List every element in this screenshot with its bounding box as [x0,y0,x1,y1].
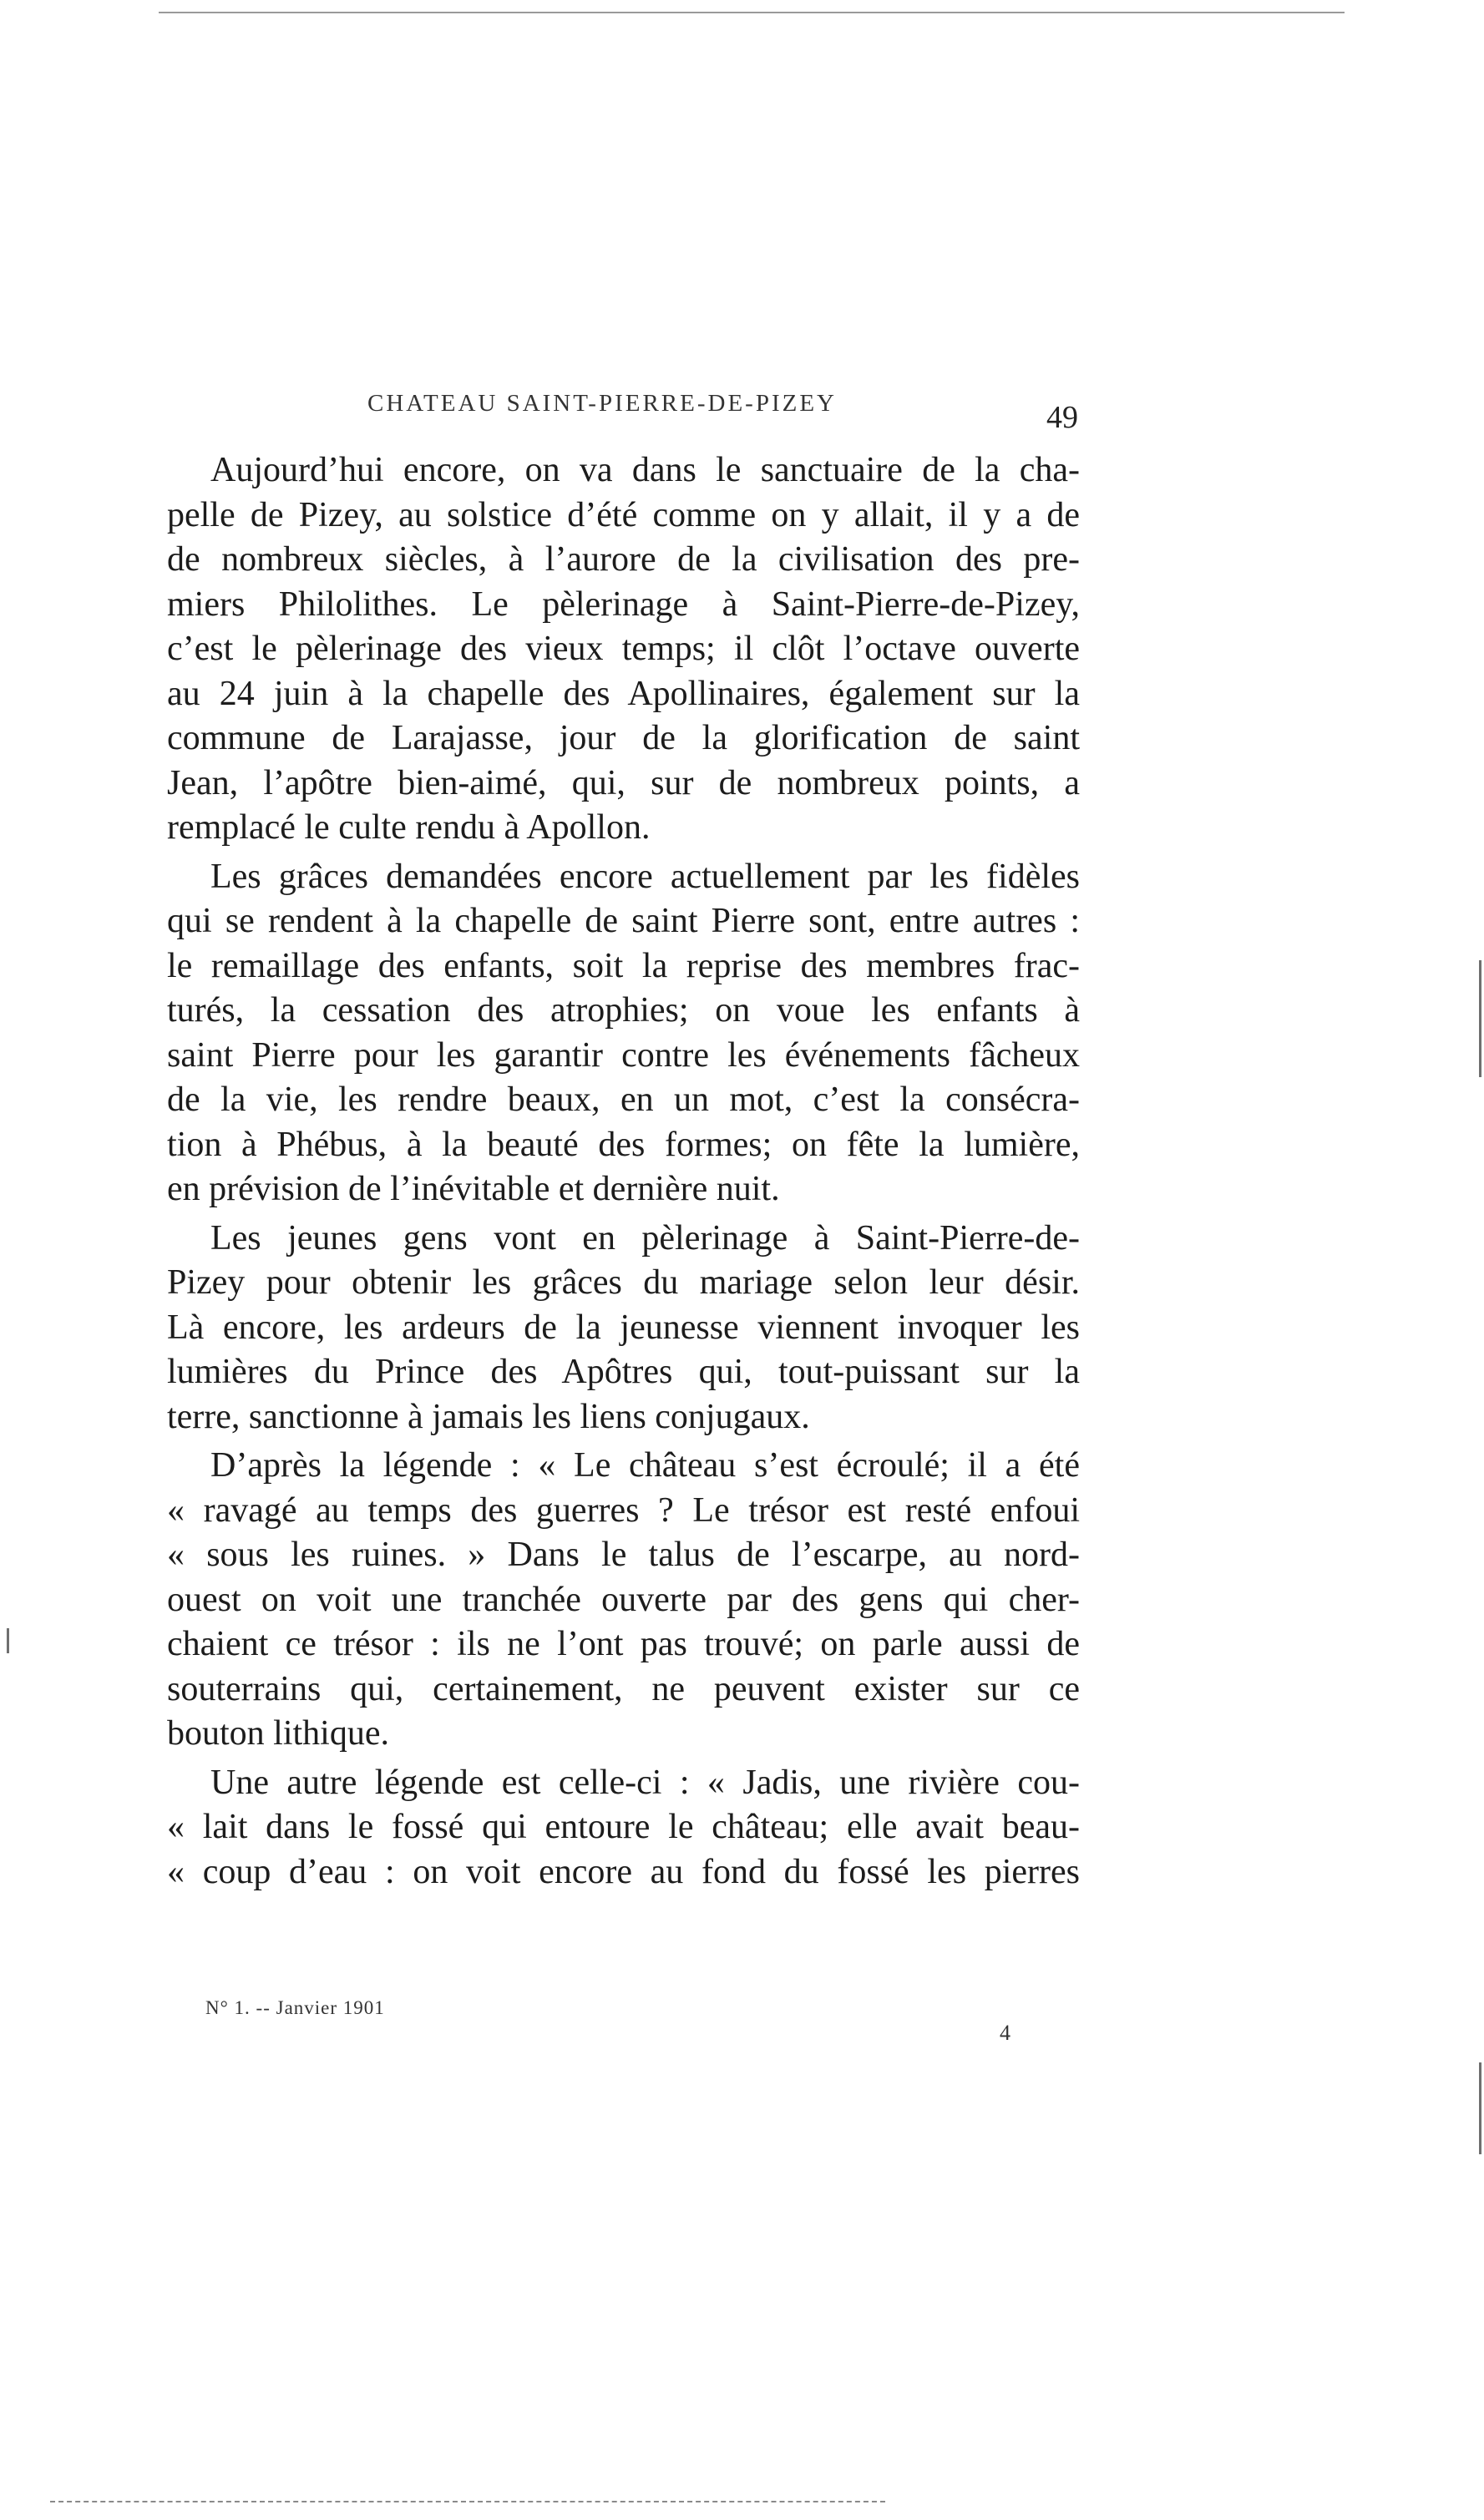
text-line: « sous les ruines. » Dans le talus de l’escarpe, au nord- [167,1536,1080,1574]
text-line: qui se rendent à la chapelle de saint Pierre sont, entre autres : [167,902,1080,940]
paragraph [167,855,1080,1212]
text-line: Les jeunes gens vont en pèlerinage à Saint-Pierre-de- [210,1218,1080,1257]
text-line: commune de Larajasse, jour de la glorification de saint [167,719,1080,757]
text-line: saint Pierre pour les garantir contre les événements fâcheux [167,1035,1080,1075]
text-line: D’après la légende : « Le château s’est écroulé; il a été [210,1446,1080,1485]
paragraph [167,1444,1080,1757]
text-line: « coup d’eau : on voit encore au fond du fossé les pierres [167,1852,1080,1891]
running-title: CHATEAU SAINT-PIERRE-DE-PIZEY [367,390,837,417]
text-line: miers Philolithes. Le pèlerinage à Saint-Pierre-de-Pizey, [167,584,1080,624]
paragraph [167,1217,1080,1440]
signature-mark: 4 [1000,2021,1010,2045]
scan-top-rule [159,12,1345,13]
text-line: souterrains qui, certainement, ne peuvent exister sur ce [167,1669,1080,1708]
scan-edge-mark [1479,960,1481,1077]
text-line: terre, sanctionne à jamais les liens conjugaux. [167,1397,810,1436]
scan-bottom-rule [50,2501,885,2502]
text-line: lumières du Prince des Apôtres qui, tout-puissant sur la [167,1353,1080,1391]
body-text [167,448,1080,1899]
text-line: Là encore, les ardeurs de la jeunesse viennent invoquer les [167,1308,1080,1347]
text-line: Jean, l’apôtre bien-aimé, qui, sur de nombreux points, a [167,763,1080,802]
page-number: 49 [1046,400,1078,435]
text-line: le remaillage des enfants, soit la reprise des membres frac- [167,946,1080,985]
paragraph [167,448,1080,851]
text-line: bouton lithique. [167,1714,389,1753]
scan-edge-mark [1479,2062,1481,2154]
text-line: pelle de Pizey, au solstice d’été comme on y allait, il y a de [167,495,1080,534]
text-line: en prévision de l’inévitable et dernière nuit. [167,1170,780,1208]
text-line: remplacé le culte rendu à Apollon. [167,808,651,847]
text-line: turés, la cessation des atrophies; on voue les enfants à [167,991,1080,1030]
text-line: Une autre légende est celle-ci : « Jadis, une rivière cou- [210,1763,1080,1802]
text-line: c’est le pèlerinage des vieux temps; il clôt l’octave ouverte [167,630,1080,668]
issue-footer: N° 1. -- Janvier 1901 [205,1997,385,2018]
text-line: ouest on voit une tranchée ouverte par des gens qui cher- [167,1580,1080,1619]
text-line: Aujourd’hui encore, on va dans le sanctuaire de la cha- [210,451,1080,489]
text-line: Les grâces demandées encore actuellement par les fidèles [210,857,1080,896]
text-line: chaient ce trésor : ils ne l’ont pas trouvé; on parle aussi de [167,1625,1080,1663]
text-line: tion à Phébus, à la beauté des formes; on fête la lumière, [167,1125,1080,1164]
text-line: Pizey pour obtenir les grâces du mariage selon leur désir. [167,1263,1080,1302]
text-line: de nombreux siècles, à l’aurore de la civilisation des pre- [167,540,1080,579]
text-line: « lait dans le fossé qui entoure le château; elle avait beau- [167,1808,1080,1846]
text-line: de la vie, les rendre beaux, en un mot, c’est la consécra- [167,1080,1080,1119]
scan-edge-mark [7,1628,9,1653]
paragraph [167,1761,1080,1895]
text-line: au 24 juin à la chapelle des Apollinaires, également sur la [167,674,1080,713]
text-line: « ravagé au temps des guerres ? Le trésor est resté enfoui [167,1490,1080,1530]
